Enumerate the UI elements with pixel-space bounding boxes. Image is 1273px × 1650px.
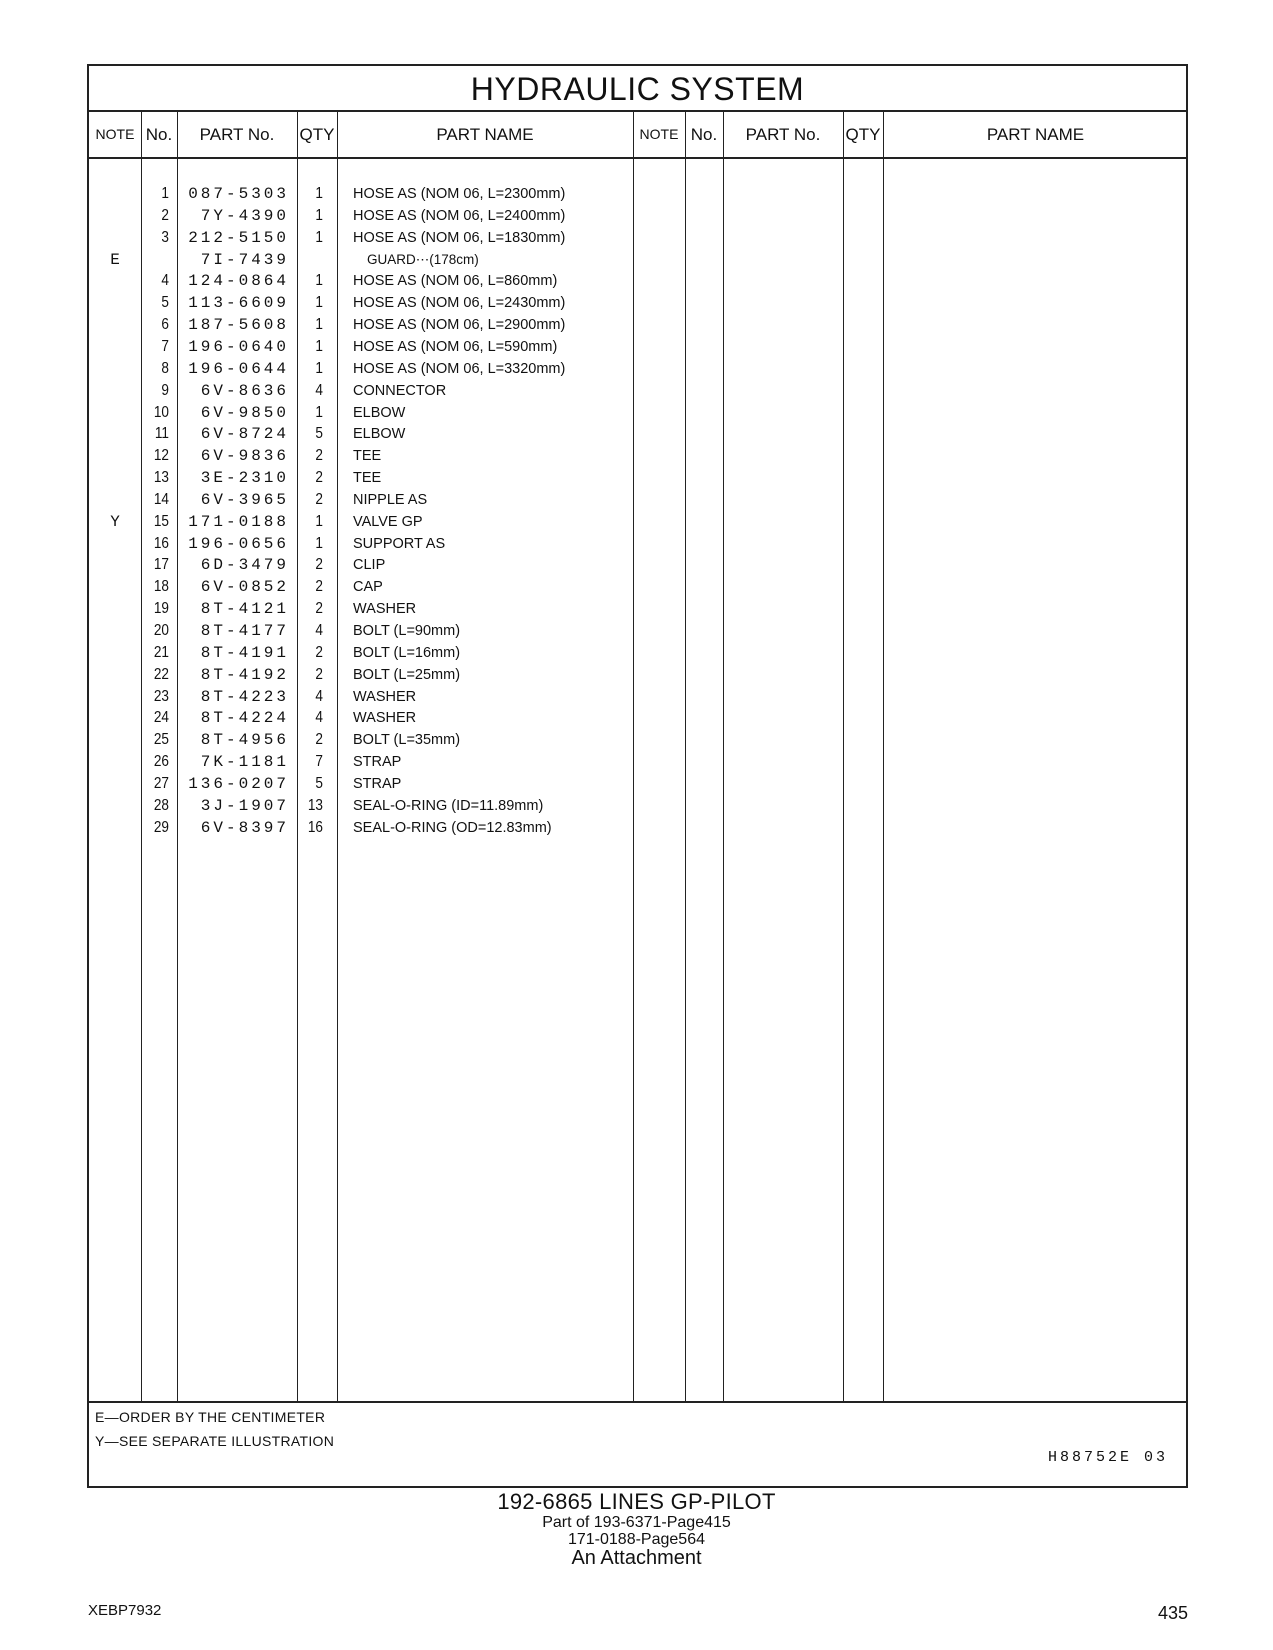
item-number-cell: 22 [153,665,169,683]
part-number-cell: 8T-4192 [200,665,289,684]
quantity-cell: 1 [315,185,323,202]
item-number-cell: 1 [161,185,169,202]
part-number-cell: 6V-8724 [200,425,289,444]
part-name-cell: HOSE AS (NOM 06, L=860mm) [353,273,558,290]
quantity-cell: 2 [315,469,323,487]
part-name-cell: HOSE AS (NOM 06, L=590mm) [353,338,558,355]
quantity-cell: 4 [315,687,323,705]
part-name-cell: ELBOW [353,426,406,443]
table-header [89,112,1186,159]
part-number-cell: 3E-2310 [200,469,289,488]
item-number-cell: 19 [153,600,169,618]
table-row [89,423,1186,446]
part-number-cell: 196-0640 [188,337,289,356]
table-row [89,751,1186,774]
table-row [89,707,1186,730]
part-name-cell: BOLT (L=90mm) [353,623,461,639]
quantity-cell: 1 [315,228,323,246]
part-name-cell: HOSE AS (NOM 06, L=2430mm) [353,295,566,312]
item-number-cell: 5 [161,294,169,312]
table-row [89,205,1186,228]
part-name-cell: BOLT (L=25mm) [353,666,461,683]
part-name-cell: HOSE AS (NOM 06, L=2300mm) [353,186,566,202]
table-row [89,664,1186,687]
part-number-cell: 6V-9836 [200,447,289,466]
header-qty-left: QTY [299,125,335,144]
quantity-cell: 2 [315,490,323,508]
part-name-cell: WASHER [353,688,417,705]
part-number-cell: 6V-3965 [200,490,289,509]
group-reference-1: Part of 193-6371-Page415 [542,1514,731,1531]
quantity-cell: 1 [315,403,323,421]
table-row [89,620,1186,643]
table-row [89,292,1186,315]
section-title: HYDRAULIC SYSTEM [89,66,1186,112]
part-number-cell: 6D-3479 [200,556,289,575]
table-row [89,817,1186,840]
part-name-cell: VALVE GP [353,513,423,530]
quantity-cell: 1 [315,294,323,312]
table-row [89,249,1186,272]
quantity-cell: 1 [315,534,323,552]
item-number-cell: 21 [153,643,169,661]
item-number-cell: 25 [153,731,169,749]
item-number-cell: 26 [153,753,169,771]
item-number-cell: 18 [153,578,169,596]
part-number-cell: 6V-8397 [200,818,289,837]
part-number-cell: 124-0864 [188,272,289,291]
part-name-cell: GUARD⋯(178cm) [367,251,479,267]
part-name-cell: CAP [353,579,383,596]
part-number-cell: 087-5303 [188,185,289,203]
part-number-cell: 212-5150 [188,228,289,247]
table-row [89,554,1186,577]
item-number-cell: 8 [161,359,169,377]
quantity-cell: 4 [315,381,323,399]
item-number-cell: 24 [153,709,169,727]
item-number-cell: 14 [153,490,169,508]
quantity-cell: 1 [315,316,323,334]
table-row [89,314,1186,337]
item-number-cell: 20 [153,622,169,639]
quantity-cell: 2 [315,600,323,618]
item-number-cell: 16 [153,534,169,552]
part-number-cell: 8T-4223 [200,687,289,706]
quantity-cell: 2 [315,665,323,683]
header-note-right: NOTE [639,126,679,142]
quantity-cell: 4 [315,709,323,727]
part-number-cell: 6V-0852 [200,578,289,597]
parts-list-frame [87,64,1188,1488]
part-number-cell: 196-0656 [188,534,289,553]
part-name-cell: HOSE AS (NOM 06, L=2400mm) [353,207,566,224]
table-row [89,402,1186,425]
part-name-cell: CONNECTOR [353,382,447,399]
table-row [89,533,1186,556]
table-row [89,511,1186,534]
table-row [89,642,1186,665]
part-name-cell: SUPPORT AS [353,535,446,552]
part-name-cell: SEAL-O-RING (ID=11.89mm) [353,797,544,814]
header-note-left: NOTE [95,126,135,142]
part-number-cell: 7Y-4390 [200,206,289,225]
part-number-cell: 3J-1907 [200,796,289,815]
part-name-cell: BOLT (L=16mm) [353,644,461,661]
item-number-cell: 29 [153,818,169,836]
part-number-cell: 6V-8636 [200,381,289,400]
table-row [89,380,1186,403]
header-no-left: No. [145,125,173,144]
part-name-cell: SEAL-O-RING (OD=12.83mm) [353,819,552,836]
part-name-cell: CLIP [353,557,386,574]
part-number-cell: 136-0207 [188,774,289,793]
item-number-cell: 10 [153,403,169,421]
part-name-cell: WASHER [353,710,417,727]
part-name-cell: NIPPLE AS [353,491,428,508]
table-row [89,686,1186,709]
quantity-cell: 7 [315,753,323,771]
header-name-right: PART NAME [986,125,1085,144]
quantity-cell: 16 [307,818,323,836]
quantity-cell: 2 [315,731,323,749]
table-row [89,227,1186,250]
part-number-cell: 171-0188 [188,512,289,531]
part-number-cell: 8T-4224 [200,709,289,728]
part-name-cell: HOSE AS (NOM 06, L=1830mm) [353,229,566,246]
table-row [89,489,1186,512]
item-number-cell: 3 [161,228,169,246]
group-attachment-note: An Attachment [571,1547,702,1569]
item-number-cell: 11 [154,425,169,443]
part-number-cell: 113-6609 [188,294,289,313]
item-number-cell: 27 [153,774,169,792]
part-number-cell: 7I-7439 [200,250,289,269]
item-number-cell: 6 [161,316,169,334]
quantity-cell: 1 [315,359,323,377]
legend-e: E—ORDER BY THE CENTIMETER [95,1409,326,1425]
legend-y: Y—SEE SEPARATE ILLUSTRATION [95,1433,335,1449]
part-name-cell: ELBOW [353,404,406,421]
part-number-cell: 7K-1181 [200,753,289,772]
page-number: 435 [1158,1603,1189,1623]
group-caption [0,1490,1273,1568]
part-number-cell: 8T-4177 [200,622,289,640]
item-number-cell: 7 [161,337,169,355]
table-row [89,270,1186,293]
quantity-cell: 2 [315,556,323,574]
part-name-cell: TEE [353,470,382,487]
item-number-cell: 28 [153,796,169,814]
quantity-cell: 13 [307,796,323,814]
part-name-cell: WASHER [353,601,417,618]
table-row [89,336,1186,359]
document-id: XEBP7932 [88,1602,162,1619]
part-name-cell: HOSE AS (NOM 06, L=2900mm) [353,317,566,334]
note-cell: E [110,250,120,269]
part-number-cell: 187-5608 [188,316,289,335]
header-part-left: PART No. [199,125,275,144]
table-row [89,467,1186,490]
note-cell: Y [110,512,120,531]
quantity-cell: 1 [315,337,323,355]
part-name-cell: STRAP [353,754,402,771]
item-number-cell: 9 [161,381,169,399]
header-part-right: PART No. [745,125,821,144]
quantity-cell: 2 [315,578,323,596]
quantity-cell: 5 [315,774,323,792]
item-number-cell: 17 [153,556,169,574]
part-name-cell: HOSE AS (NOM 06, L=3320mm) [353,360,566,377]
table-row [89,773,1186,796]
part-number-cell: 8T-4121 [200,600,289,619]
group-title: 192-6865 LINES GP-PILOT [497,1489,776,1514]
quantity-cell: 2 [315,447,323,465]
item-number-cell: 23 [153,687,169,705]
part-number-cell: 8T-4191 [200,643,289,662]
quantity-cell: 1 [315,206,323,224]
part-name-cell: BOLT (L=35mm) [353,732,461,749]
part-number-cell: 196-0644 [188,359,289,378]
table-row [89,445,1186,468]
table-row [89,576,1186,599]
item-number-cell: 12 [153,447,169,465]
table-row [89,358,1186,381]
part-number-cell: 6V-9850 [200,403,289,422]
quantity-cell: 1 [315,272,323,290]
item-number-cell: 2 [161,206,169,224]
part-number-cell: 8T-4956 [200,731,289,750]
header-qty-right: QTY [845,125,881,144]
header-no-right: No. [690,125,718,144]
table-row [89,183,1186,206]
part-name-cell: TEE [353,448,382,465]
part-name-cell: STRAP [353,775,402,792]
header-name-left: PART NAME [436,125,534,144]
group-reference-2: 171-0188-Page564 [567,1531,705,1548]
legend-area [89,1401,1186,1486]
quantity-cell: 5 [315,425,323,443]
quantity-cell: 1 [315,512,323,530]
quantity-cell: 4 [315,622,323,639]
table-row [89,795,1186,818]
table-row [89,598,1186,621]
drawing-number: H88752E 03 [1047,1449,1168,1466]
table-row [89,729,1186,752]
item-number-cell: 15 [153,512,169,530]
quantity-cell: 2 [315,643,323,661]
item-number-cell: 4 [161,272,169,290]
item-number-cell: 13 [153,469,169,487]
